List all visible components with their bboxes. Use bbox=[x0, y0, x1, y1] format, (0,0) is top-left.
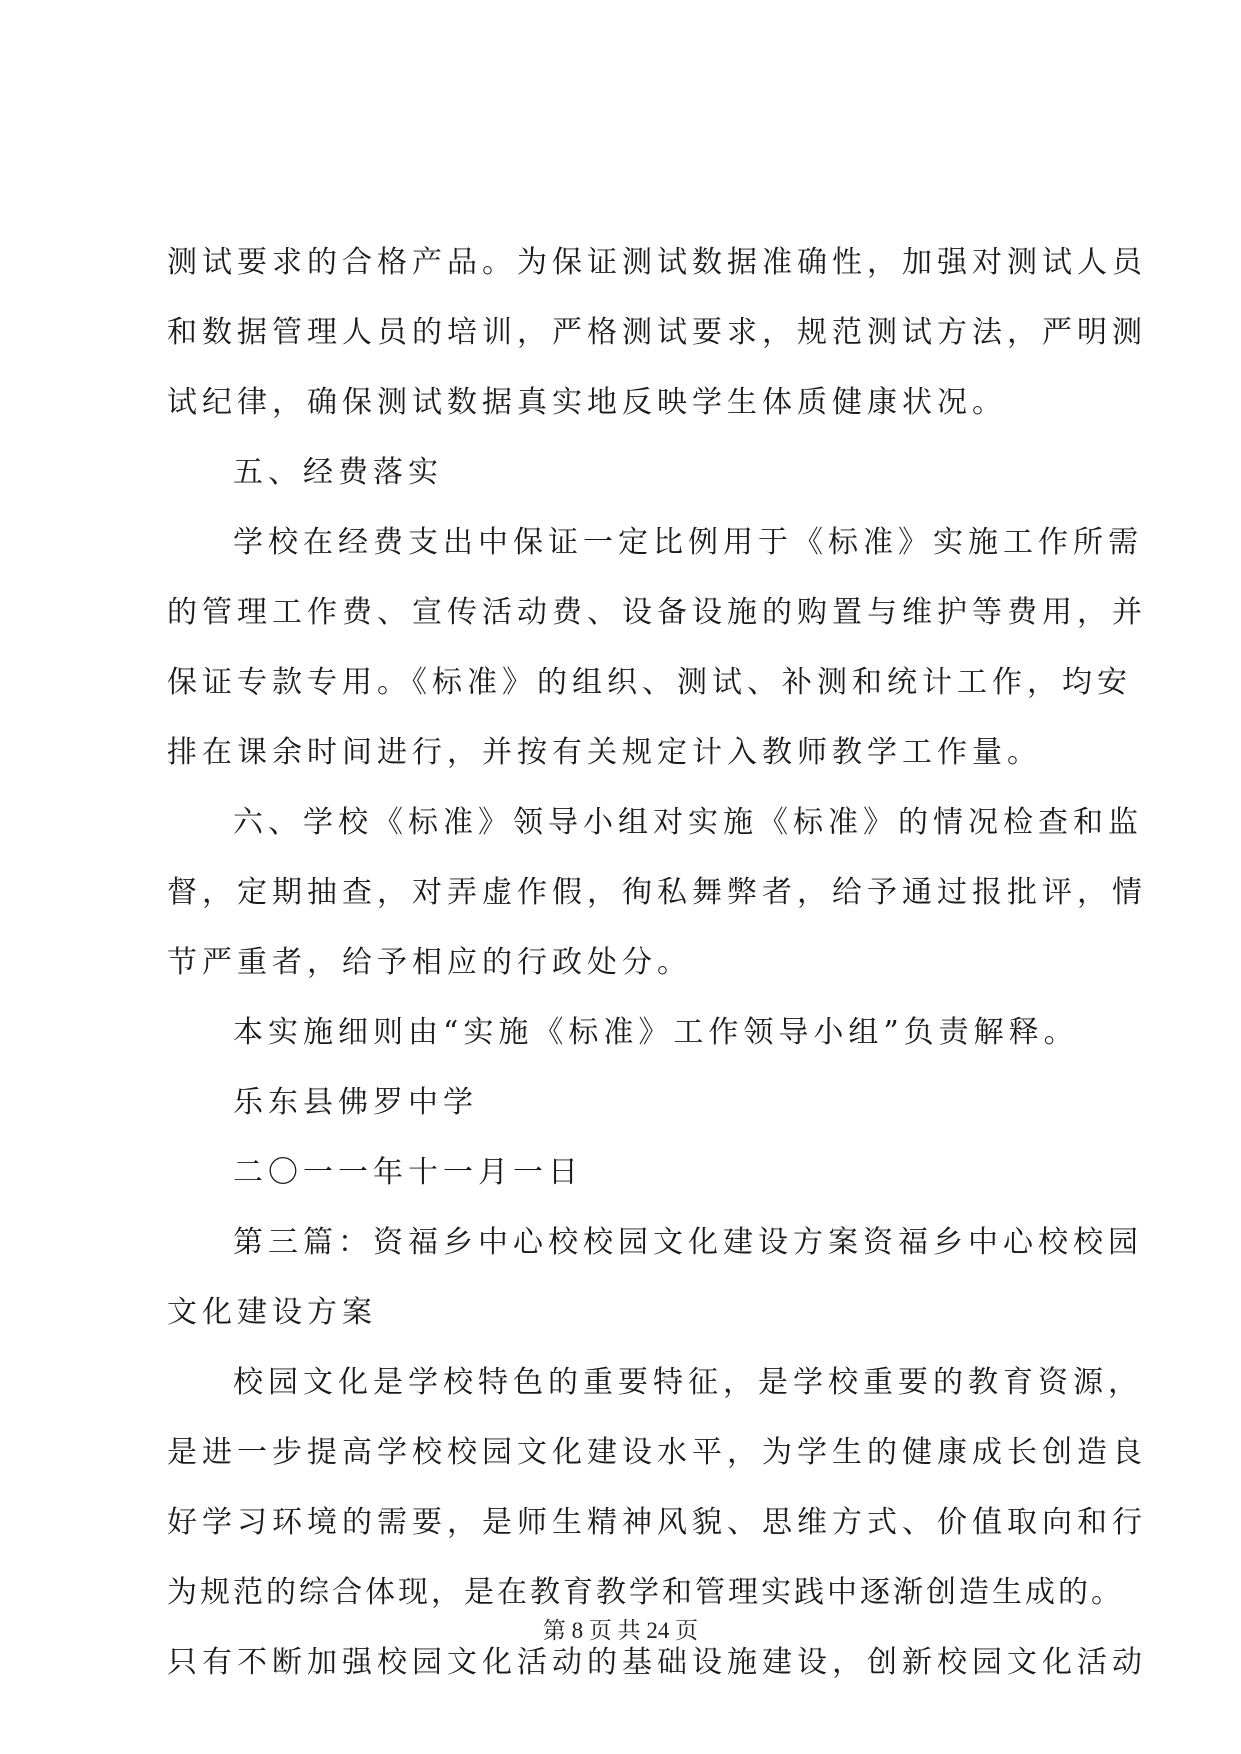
page-footer: 第 8 页 共 24 页 bbox=[542, 1618, 699, 1643]
text-line: 的管理工作费、宣传活动费、设备设施的购置与维护等费用，并 bbox=[167, 595, 1147, 630]
text-line: 校园文化是学校特色的重要特征，是学校重要的教育资源， bbox=[233, 1365, 1143, 1400]
text-line: 试纪律，确保测试数据真实地反映学生体质健康状况。 bbox=[167, 385, 1007, 420]
text-line: 好学习环境的需要，是师生精神风貌、思维方式、价值取向和行 bbox=[167, 1505, 1147, 1540]
text-line: 节严重者，给予相应的行政处分。 bbox=[167, 945, 692, 980]
section-heading: 五、经费落实 bbox=[233, 455, 443, 490]
text-line: 只有不断加强校园文化活动的基础设施建设，创新校园文化活动 bbox=[167, 1645, 1147, 1680]
text-line: 六、学校《标准》领导小组对实施《标准》的情况检查和监 bbox=[233, 805, 1143, 840]
text-line: 测试要求的合格产品。为保证测试数据准确性，加强对测试人员 bbox=[167, 245, 1147, 280]
signature-date: 二〇一一年十一月一日 bbox=[233, 1155, 583, 1190]
text-line: 是进一步提高学校校园文化建设水平，为学生的健康成长创造良 bbox=[167, 1435, 1147, 1470]
text-line: 保证专款专用。《标准》的组织、测试、补测和统计工作，均安 bbox=[167, 665, 1132, 700]
text-line: 督，定期抽查，对弄虚作假，徇私舞弊者，给予通过报批评，情 bbox=[167, 875, 1147, 910]
text-line: 为规范的综合体现，是在教育教学和管理实践中逐渐创造生成的。 bbox=[167, 1575, 1124, 1610]
text-line: 排在课余时间进行，并按有关规定计入教师教学工作量。 bbox=[167, 735, 1042, 770]
text-line: 和数据管理人员的培训，严格测试要求，规范测试方法，严明测 bbox=[167, 315, 1147, 350]
signature-school: 乐东县佛罗中学 bbox=[233, 1085, 478, 1120]
article-title: 第三篇：资福乡中心校校园文化建设方案资福乡中心校校园 bbox=[233, 1225, 1143, 1260]
body-text bbox=[167, 228, 1147, 1698]
text-line: 学校在经费支出中保证一定比例用于《标准》实施工作所需 bbox=[233, 525, 1143, 560]
text-line: 本实施细则由“实施《标准》工作领导小组”负责解释。 bbox=[233, 1015, 1079, 1050]
article-title-continued: 文化建设方案 bbox=[167, 1295, 377, 1330]
